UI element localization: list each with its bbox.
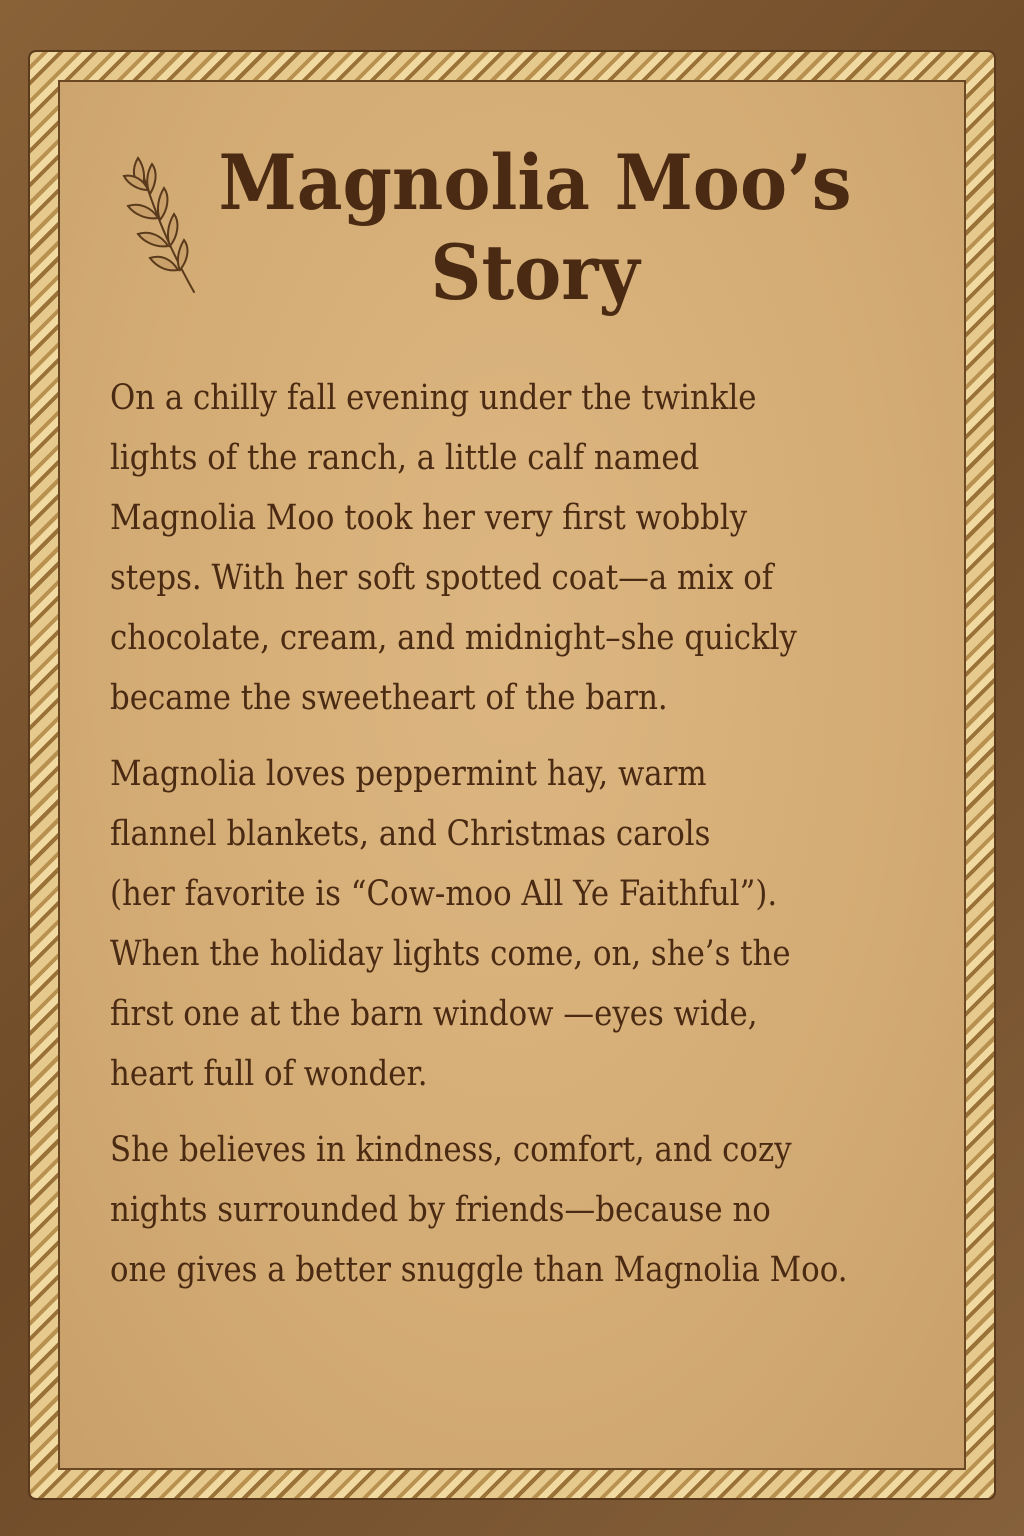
text-line: became the sweetheart of the barn. [110, 678, 668, 718]
text-line: flannel blankets, and Christmas carols [110, 814, 711, 854]
text-line: Magnolia loves peppermint hay, warm [110, 754, 707, 794]
text-line: nights surrounded by friends—because no [110, 1190, 771, 1230]
title-line-2: Story [430, 228, 640, 317]
paragraph-2 [110, 744, 876, 1104]
page-title [177, 138, 893, 318]
title-line-1: Magnolia Moo’s [218, 138, 852, 227]
text-line: lights of the ranch, a little calf named [110, 438, 700, 478]
text-line: She believes in kindness, comfort, and cozy [110, 1130, 792, 1170]
text-line: one gives a better snuggle than Magnolia Moo. [110, 1250, 848, 1290]
text-line: On a chilly fall evening under the twinkle [110, 378, 757, 418]
paragraph-3 [110, 1120, 876, 1300]
text-line: steps. With her soft spotted coat—a mix of [110, 558, 774, 598]
story-body [110, 368, 876, 1316]
text-line: When the holiday lights come, on, she’s the [110, 934, 791, 974]
paragraph-1 [110, 368, 876, 728]
text-line: chocolate, cream, and midnight–she quickly [110, 618, 797, 658]
text-line: heart full of wonder. [110, 1054, 428, 1094]
text-line: (her favorite is “Cow-moo All Ye Faithful”). [110, 874, 778, 914]
text-line: Magnolia Moo took her very first wobbly [110, 498, 748, 538]
text-line: first one at the barn window —eyes wide, [110, 994, 758, 1034]
